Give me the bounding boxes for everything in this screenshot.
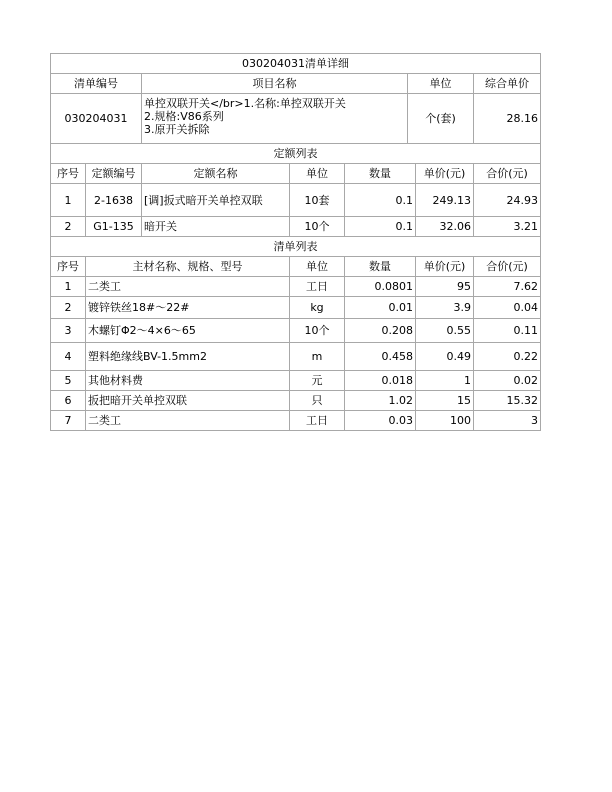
material-unit: 工日	[290, 277, 345, 297]
quota-header-code: 定额编号	[86, 164, 142, 184]
material-header-total: 合价(元)	[474, 257, 541, 277]
material-unit: 元	[290, 371, 345, 391]
quota-section-row	[51, 144, 541, 164]
table-row	[51, 411, 541, 431]
material-no: 7	[51, 411, 86, 431]
quota-header-row	[51, 164, 541, 184]
material-total: 0.11	[474, 319, 541, 343]
quota-qty: 0.1	[345, 217, 416, 237]
quota-name: 暗开关	[142, 217, 290, 237]
table-row	[51, 371, 541, 391]
item-row	[51, 94, 541, 144]
material-name: 二类工	[86, 411, 290, 431]
quota-name: [调]扳式暗开关单控双联	[142, 184, 290, 217]
material-no: 2	[51, 297, 86, 319]
list-section-title: 清单列表	[51, 237, 541, 257]
material-total: 0.02	[474, 371, 541, 391]
material-name: 其他材料费	[86, 371, 290, 391]
quota-total: 3.21	[474, 217, 541, 237]
material-name: 镀锌铁丝18#～22#	[86, 297, 290, 319]
table-row	[51, 319, 541, 343]
material-no: 1	[51, 277, 86, 297]
material-price: 0.55	[416, 319, 474, 343]
quota-qty: 0.1	[345, 184, 416, 217]
table-row	[51, 297, 541, 319]
material-header-no: 序号	[51, 257, 86, 277]
material-qty: 0.01	[345, 297, 416, 319]
quota-no: 1	[51, 184, 86, 217]
material-header-qty: 数量	[345, 257, 416, 277]
material-unit: kg	[290, 297, 345, 319]
header-code: 清单编号	[51, 74, 142, 94]
material-header-row	[51, 257, 541, 277]
material-header-unit: 单位	[290, 257, 345, 277]
header-unit: 单位	[408, 74, 474, 94]
item-code: 030204031	[51, 94, 142, 144]
item-description-line: 3.原开关拆除	[144, 123, 210, 136]
quota-section-title: 定额列表	[51, 144, 541, 164]
quota-price: 249.13	[416, 184, 474, 217]
material-name: 扳把暗开关单控双联	[86, 391, 290, 411]
material-price: 100	[416, 411, 474, 431]
material-qty: 0.458	[345, 343, 416, 371]
quota-code: 2-1638	[86, 184, 142, 217]
material-no: 3	[51, 319, 86, 343]
material-price: 1	[416, 371, 474, 391]
header-price: 综合单价	[474, 74, 541, 94]
table-row	[51, 184, 541, 217]
table-row	[51, 343, 541, 371]
item-description-line: 2.规格:V86系列	[144, 110, 224, 123]
quota-header-qty: 数量	[345, 164, 416, 184]
material-price: 15	[416, 391, 474, 411]
material-name: 塑料绝缘线BV-1.5mm2	[86, 343, 290, 371]
material-no: 4	[51, 343, 86, 371]
material-price: 3.9	[416, 297, 474, 319]
quota-header-unit: 单位	[290, 164, 345, 184]
material-qty: 0.0801	[345, 277, 416, 297]
quota-header-name: 定额名称	[142, 164, 290, 184]
material-header-name: 主材名称、规格、型号	[86, 257, 290, 277]
quota-unit: 10个	[290, 217, 345, 237]
quota-header-no: 序号	[51, 164, 86, 184]
table-title: 030204031清单详细	[51, 54, 541, 74]
bill-detail-table	[50, 53, 541, 431]
material-unit: 10个	[290, 319, 345, 343]
material-unit: 工日	[290, 411, 345, 431]
table-row	[51, 391, 541, 411]
material-total: 0.04	[474, 297, 541, 319]
material-no: 5	[51, 371, 86, 391]
table-row	[51, 277, 541, 297]
quota-no: 2	[51, 217, 86, 237]
material-total: 7.62	[474, 277, 541, 297]
title-row	[51, 54, 541, 74]
material-total: 3	[474, 411, 541, 431]
material-unit: 只	[290, 391, 345, 411]
material-total: 0.22	[474, 343, 541, 371]
material-name: 二类工	[86, 277, 290, 297]
item-description	[142, 94, 408, 144]
item-price: 28.16	[474, 94, 541, 144]
item-description-line: 单控双联开关</br>1.名称:单控双联开关	[144, 97, 346, 110]
material-header-price: 单价(元)	[416, 257, 474, 277]
quota-price: 32.06	[416, 217, 474, 237]
material-unit: m	[290, 343, 345, 371]
table-row	[51, 217, 541, 237]
material-qty: 0.208	[345, 319, 416, 343]
item-unit: 个(套)	[408, 94, 474, 144]
material-price: 0.49	[416, 343, 474, 371]
header-name: 项目名称	[142, 74, 408, 94]
material-qty: 0.03	[345, 411, 416, 431]
quota-code: G1-135	[86, 217, 142, 237]
material-name: 木螺钉Φ2～4×6～65	[86, 319, 290, 343]
material-total: 15.32	[474, 391, 541, 411]
item-header-row	[51, 74, 541, 94]
material-qty: 0.018	[345, 371, 416, 391]
material-no: 6	[51, 391, 86, 411]
quota-header-price: 单价(元)	[416, 164, 474, 184]
quota-total: 24.93	[474, 184, 541, 217]
material-price: 95	[416, 277, 474, 297]
material-qty: 1.02	[345, 391, 416, 411]
quota-header-total: 合价(元)	[474, 164, 541, 184]
list-section-row	[51, 237, 541, 257]
quota-unit: 10套	[290, 184, 345, 217]
